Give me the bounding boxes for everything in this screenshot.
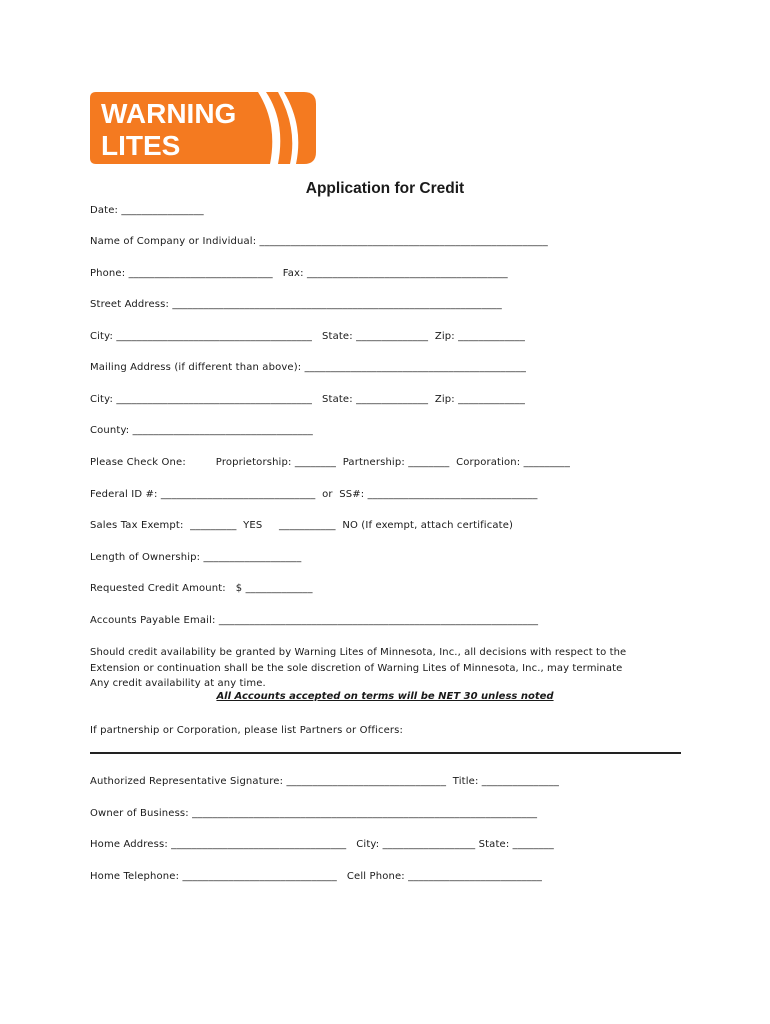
county-field[interactable]: County: ___________________________________: [90, 425, 313, 436]
phone-fax-field[interactable]: Phone: ____________________________ Fax: _______________________________________: [90, 268, 508, 279]
page-title: Application for Credit: [305, 180, 465, 197]
net-30-note: All Accounts accepted on terms will be NET 30 unless noted: [216, 691, 554, 702]
company-name-field[interactable]: Name of Company or Individual: ________________________________________________________: [90, 236, 548, 247]
signature-title-field[interactable]: Authorized Representative Signature: _______________________________ Title: _______________: [90, 776, 560, 787]
partners-label: If partnership or Corporation, please list Partners or Officers:: [90, 725, 404, 736]
owner-of-business-field[interactable]: Owner of Business: ___________________________________________________________________: [90, 808, 538, 819]
federal-id-field[interactable]: Federal ID #: ______________________________ or SS#: _________________________________: [90, 489, 538, 500]
length-of-ownership-field[interactable]: Length of Ownership: ___________________: [90, 552, 302, 563]
mailing-city-state-zip-field[interactable]: City: ______________________________________ State: ______________ Zip: _____________: [90, 394, 526, 405]
sales-tax-exempt-field[interactable]: Sales Tax Exempt: _________ YES ___________ NO (If exempt, attach certificate): [90, 520, 514, 531]
logo-line1: WARNING: [101, 98, 237, 129]
warning-lites-logo: [90, 92, 318, 164]
home-address-field[interactable]: Home Address: __________________________________ City: __________________ State: ________: [90, 839, 554, 850]
business-type-field[interactable]: Please Check One: Proprietorship: ________ Partnership: ________ Corporation: _________: [90, 457, 570, 468]
section-divider: [90, 752, 681, 754]
requested-credit-field[interactable]: Requested Credit Amount: $ _____________: [90, 583, 313, 594]
ap-email-field[interactable]: Accounts Payable Email: ______________________________________________________________: [90, 615, 539, 626]
city-state-zip-field[interactable]: City: ______________________________________ State: ______________ Zip: _____________: [90, 331, 526, 342]
street-address-field[interactable]: Street Address: ________________________________________________________________: [90, 299, 502, 310]
telephone-field[interactable]: Home Telephone: ______________________________ Cell Phone: __________________________: [90, 871, 543, 882]
logo-line2: LITES: [101, 130, 181, 161]
credit-terms-paragraph: Should credit availability be granted by Warning Lites of Minnesota, Inc., all decisions with respect to the Extension or continuation shall be the sole discretion of Warning Lites of Minnesota, Inc., may terminate Any credit availability at any time.: [90, 647, 627, 690]
date-field[interactable]: Date: ________________: [90, 205, 204, 216]
mailing-address-field[interactable]: Mailing Address (if different than above): ___________________________________________: [90, 362, 527, 373]
